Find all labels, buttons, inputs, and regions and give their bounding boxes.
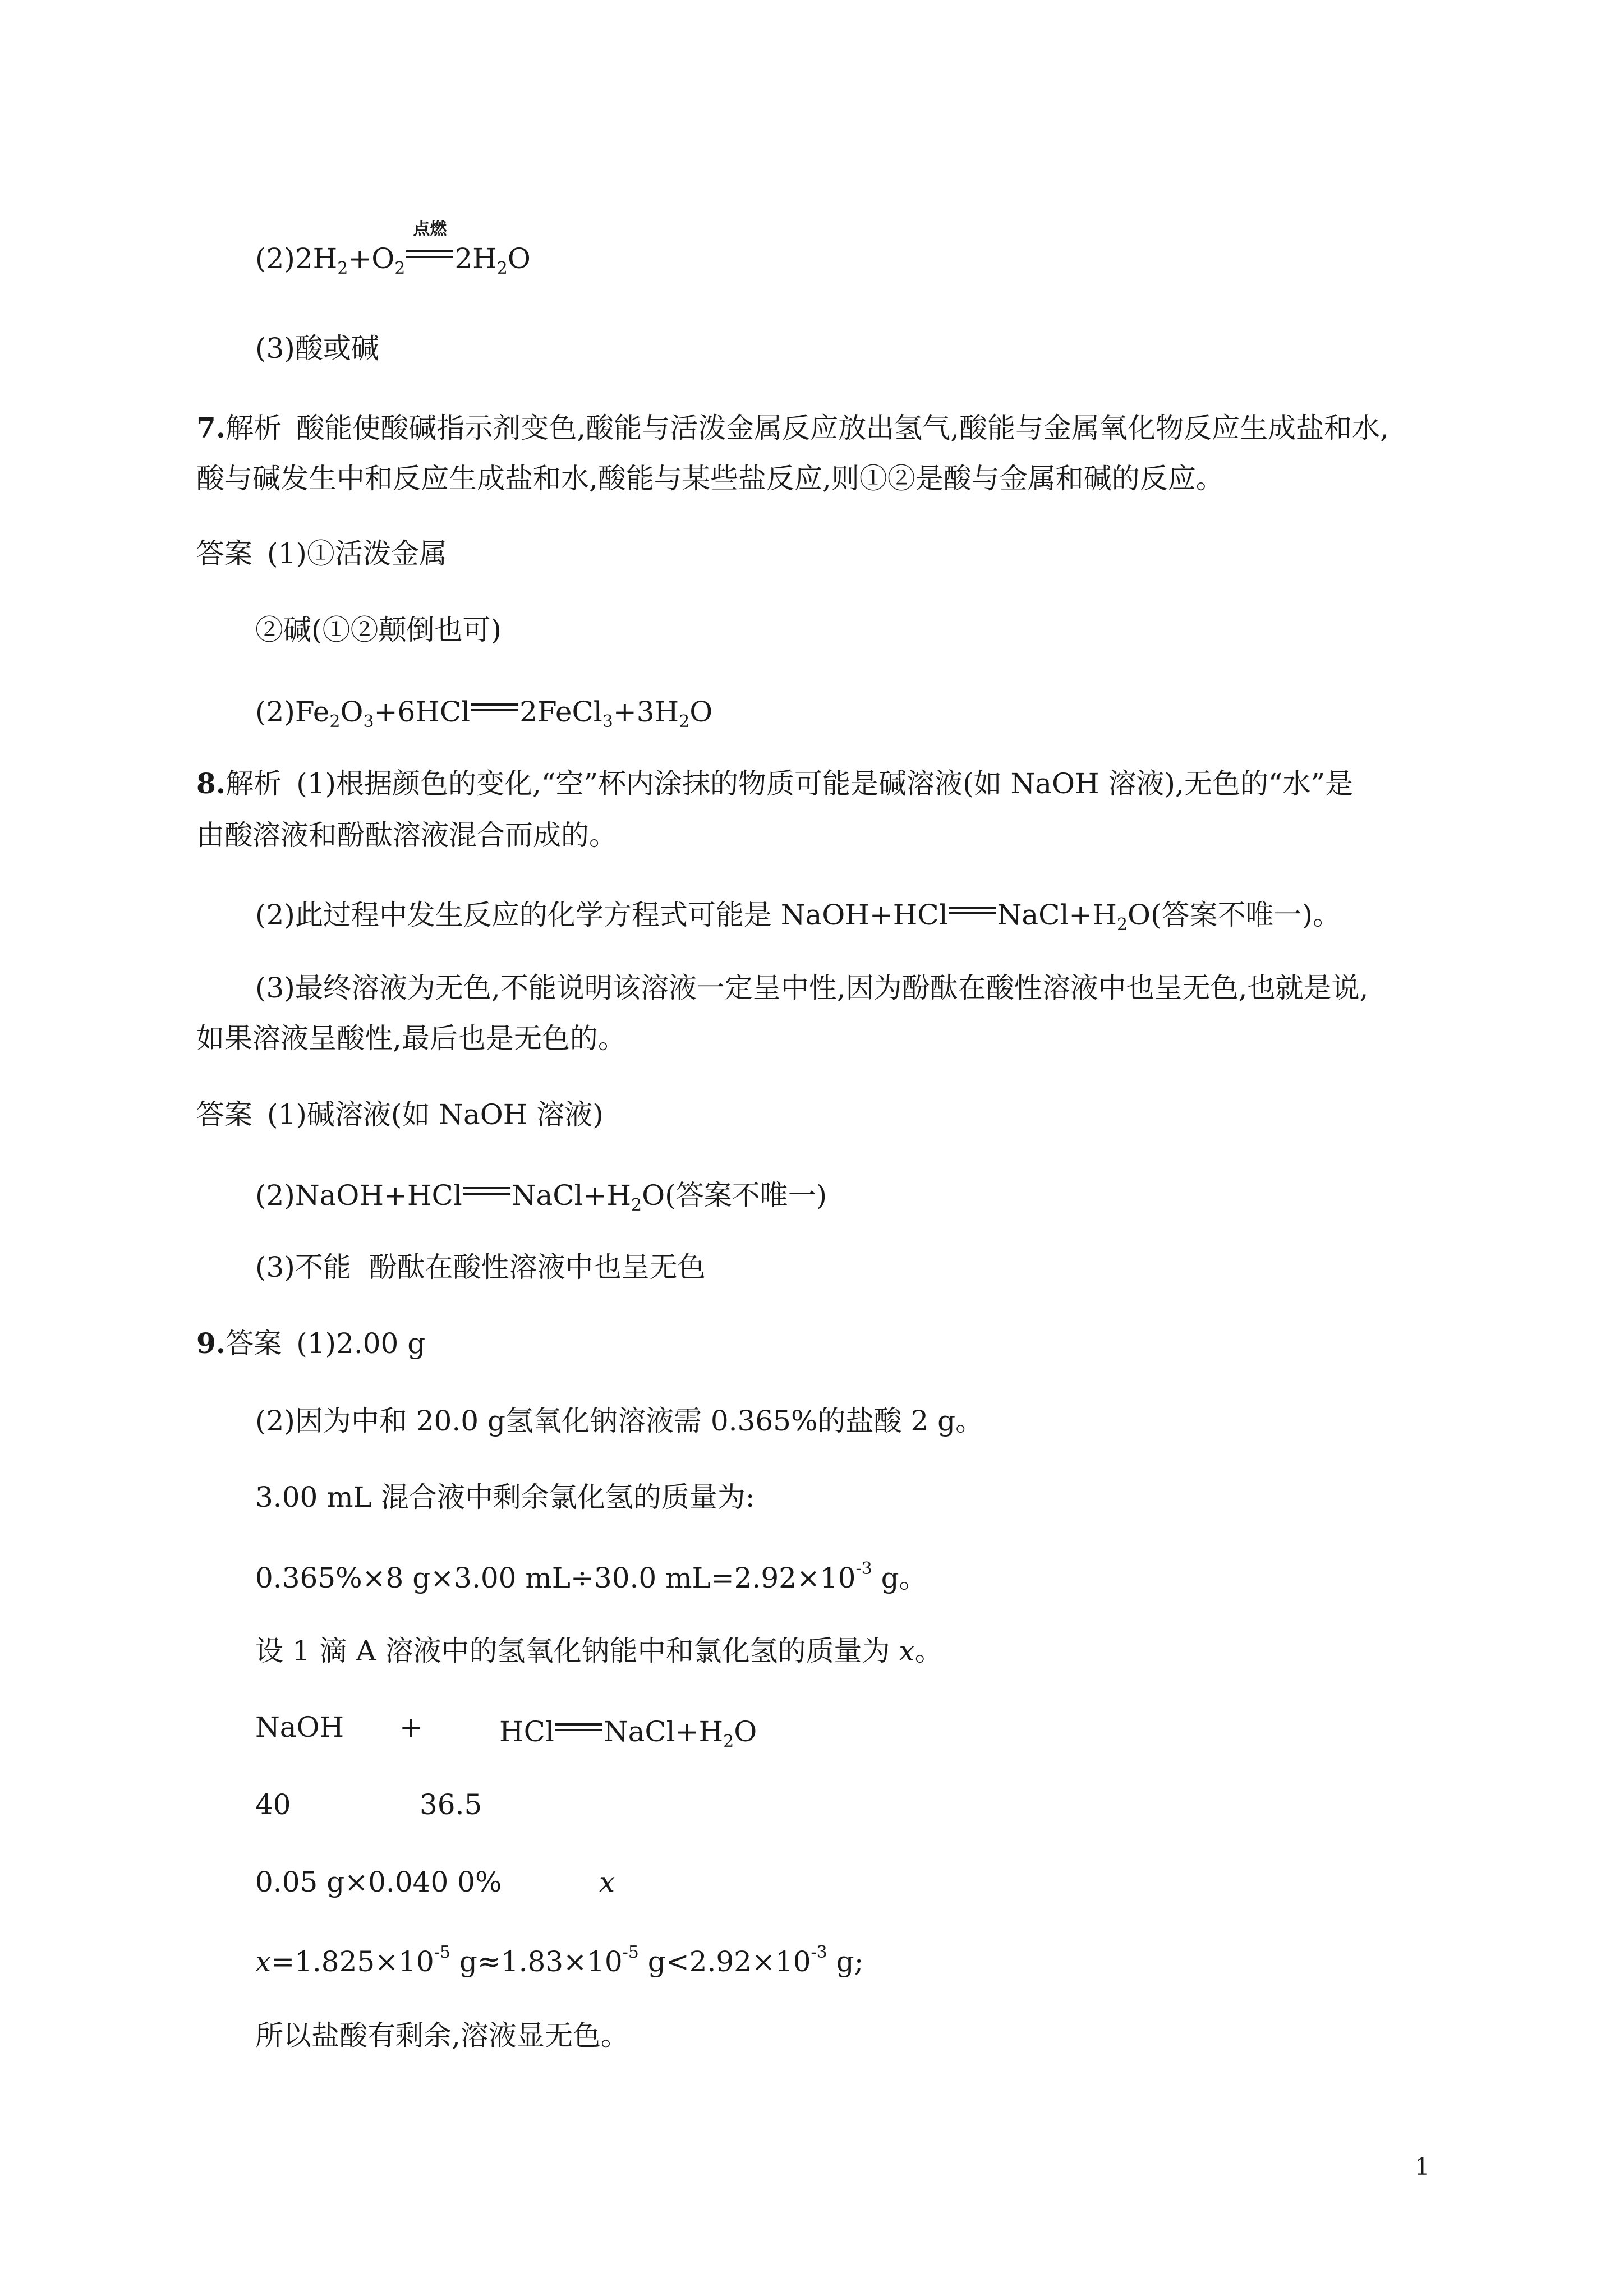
q7-answer-line2: ②碱(①②颠倒也可) [255,614,502,646]
q9-result: $x=1.825\times 10^{-5}$ $g\approx 1.83\times 10^{-5}$ $g<2.92\times 10^{-3}$ g; [255,1943,864,1978]
q9-answer-label: 答案 [226,1327,282,1360]
q9-answer-line2: (2)因为中和 20.0 g氢氧化钠溶液需 0.365%的盐酸 2 g。 [255,1405,984,1437]
page-number: 1 [1415,2153,1430,2180]
q8-analysis-label: 解析 [226,767,282,800]
reaction-sign [470,693,519,721]
q7-number: 7. [196,411,226,444]
q9-conclusion: 所以盐酸有剩余,溶液显无色。 [255,2019,629,2052]
q9-equation-right: HCl $NaCl+H_2O$ [499,1713,757,1750]
q7-answer-label: 答案 [196,537,252,570]
q9-equation-reactant-naoh: NaOH [255,1711,344,1743]
q9-given-x: x [599,1866,615,1898]
q8-analysis-line4: 如果溶液呈酸性,最后也是无色的。 [196,1022,626,1055]
reaction-sign [554,1713,604,1741]
reaction-sign [462,1177,512,1205]
reaction-sign [948,896,997,924]
q7-analysis-line2: 酸与碱发生中和反应生成盐和水,酸能与某些盐反应,则①②是酸与金属和碱的反应。 [196,462,1224,495]
q7-analysis-label: 解析 [226,412,282,444]
q7-answer-equation: $(2)Fe_2O_3+6HCl$ $2FeCl_3+3H_2O$ [255,693,712,730]
q7-answer-line1: 答案 (1)①活泼金属 [196,537,447,570]
q8-answer-line3: (3)不能 酚酞在酸性溶液中也呈无色 [255,1251,706,1283]
q8-number: 8. [196,767,226,800]
q7-analysis-line1: 7.解析 酸能使酸碱指示剂变色,酸能与活泼金属反应放出氢气,酸能与金属氧化物反应生成盐和水, [196,411,1389,444]
q8-analysis-line1: 8.解析 (1)根据颜色的变化,“空”杯内涂抹的物质可能是碱溶液(如 NaOH 溶液),无色的“水”是 [196,767,1354,800]
q8-answer-equation: (2)NaOH+HCl $NaCl+H_2O$(答案不唯一) [255,1177,827,1214]
answer-acid-or-base: (3)酸或碱 [255,332,379,365]
reaction-sign-ignite: 点燃 [405,240,454,268]
q9-molar-mass-hcl: 36.5 [420,1788,482,1821]
q8-analysis-equation: (2)此过程中发生反应的化学方程式可能是 NaOH+HCl $NaCl+H_2O$(答案不唯一)。 [255,896,1341,933]
q9-equation-plus: + [399,1711,423,1743]
q9-answer-line5: 设 1 滴 A 溶液中的氢氧化钠能中和氯化氢的质量为 x。 [255,1635,943,1667]
q9-number: 9. [196,1327,226,1360]
equation-water-formation: $(2)2H_2+O_2$ 点燃 $2H_2O$ [255,219,531,278]
q9-given-naoh: 0.05 g×0.040 0% [255,1866,502,1898]
q8-answer-label: 答案 [196,1098,252,1131]
q9-answer-line4: 0.365%×8 g×3.00 mL÷30.0 $mL=2.92\times 10^{-3}$ g。 [255,1559,927,1594]
q8-answer-line1: 答案 (1)碱溶液(如 NaOH 溶液) [196,1098,604,1131]
q8-analysis-line2: 由酸溶液和酚酞溶液混合而成的。 [196,819,617,852]
q9-molar-mass-naoh: 40 [255,1788,291,1821]
q8-analysis-line3: (3)最终溶液为无色,不能说明该溶液一定呈中性,因为酚酞在酸性溶液中也呈无色,也就是说, [255,972,1369,1004]
q9-answer-line3: 3.00 mL 混合液中剩余氯化氢的质量为: [255,1481,755,1513]
q9-answer-line1: 9.答案 (1)2.00 g [196,1327,426,1360]
